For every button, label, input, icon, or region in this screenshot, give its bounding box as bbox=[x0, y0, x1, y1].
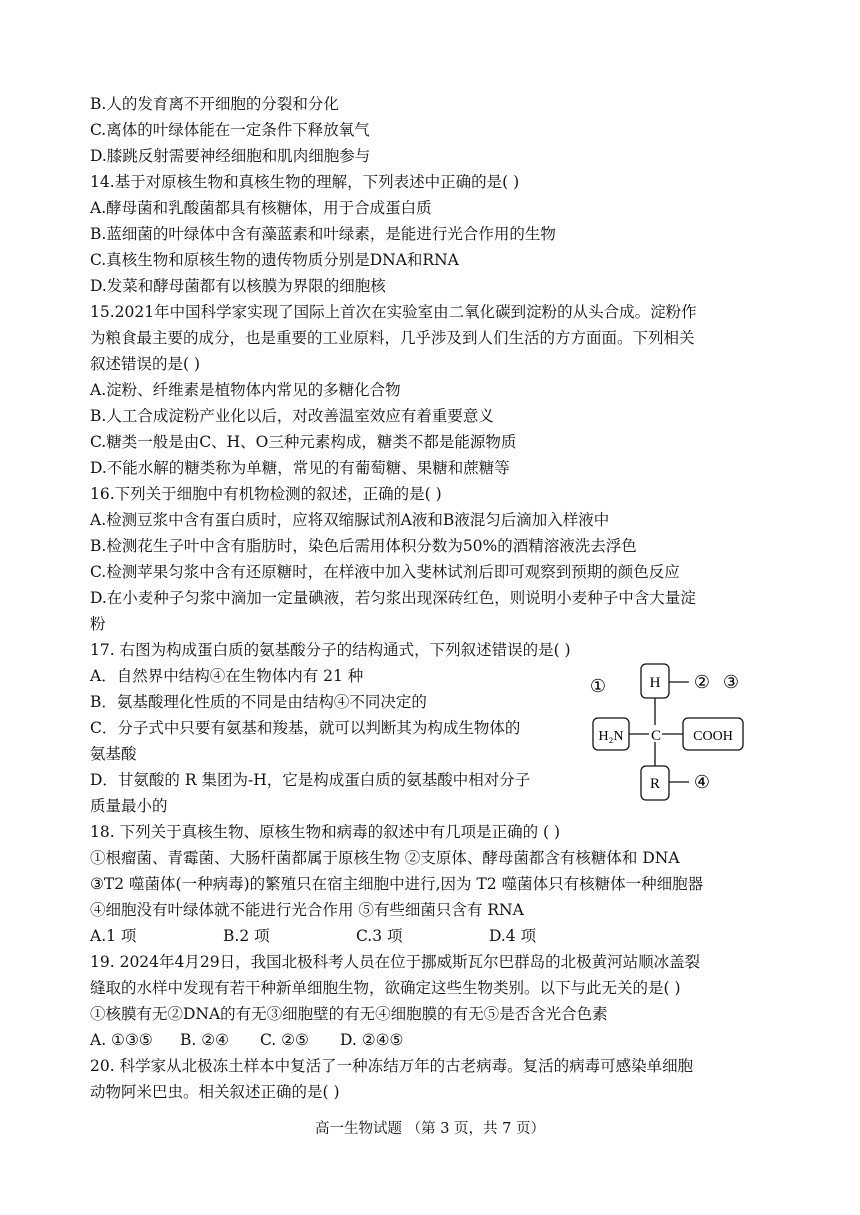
q16-option-a: A.检测豆浆中含有蛋白质时，应将双缩脲试剂A液和B液混匀后滴加入样液中 bbox=[90, 511, 610, 529]
marker-1: ① bbox=[589, 676, 607, 696]
q13-option-b: B.人的发育离不开细胞的分裂和分化 bbox=[90, 95, 339, 113]
q18-option-b: B.2 项 bbox=[223, 927, 270, 945]
q20-stem-line-1: 20. 科学家从北极冻土样本中复活了一种冻结万年的古老病毒。复活的病毒可感染单细胞 bbox=[90, 1057, 694, 1075]
q14-option-d: D.发菜和酵母菌都有以核膜为界限的细胞核 bbox=[90, 277, 386, 295]
q15-option-a: A.淀粉、纤维素是植物体内常见的多糖化合物 bbox=[90, 381, 401, 399]
q19-options bbox=[90, 1030, 440, 1050]
q17-option-d-cont: 质量最小的 bbox=[90, 797, 168, 815]
alpha-carbon-label: C bbox=[650, 728, 662, 744]
marker-2: ② bbox=[693, 672, 711, 692]
q13-option-c: C.离体的叶绿体能在一定条件下释放氧气 bbox=[90, 121, 370, 139]
q17-option-c: C．分子式中只要有氨基和羧基，就可以判断其为构成生物体的 bbox=[90, 719, 521, 737]
amino-acid-structure-diagram bbox=[585, 660, 760, 810]
q15-option-c: C.糖类一般是由C、H、O三种元素构成，糖类不都是能源物质 bbox=[90, 433, 517, 451]
q19-statements: ①核膜有无②DNA的有无③细胞壁的有无④细胞膜的有无⑤是否含光合色素 bbox=[90, 1005, 608, 1023]
q18-stem: 18. 下列关于真核生物、原核生物和病毒的叙述中有几项是正确的 ( ) bbox=[90, 823, 561, 841]
q18-option-c: C.3 项 bbox=[356, 927, 403, 945]
hydrogen-label: H bbox=[649, 675, 661, 691]
page-footer: 高一生物试题 （第 3 页，共 7 页） bbox=[315, 1121, 545, 1137]
q15-stem-line-1: 15.2021年中国科学家实现了国际上首次在实验室由二氧化碳到淀粉的从头合成。淀粉作 bbox=[90, 303, 697, 321]
r-group-label: R bbox=[649, 776, 661, 792]
carboxyl-group-label: COOH bbox=[693, 729, 733, 744]
q17-option-a: A．自然界中结构④在生物体内有 21 种 bbox=[90, 667, 364, 685]
q20-stem-line-2: 动物阿米巴虫。相关叙述正确的是( ) bbox=[90, 1083, 340, 1101]
q17-option-d: D．甘氨酸的 R 集团为-H，它是构成蛋白质的氨基酸中相对分子 bbox=[90, 771, 531, 789]
q18-statement-4-5: ④细胞没有叶绿体就不能进行光合作用 ⑤有些细菌只含有 RNA bbox=[90, 901, 524, 919]
q18-options bbox=[90, 926, 622, 946]
q18-statement-3: ③T2 噬菌体(一种病毒)的繁殖只在宿主细胞中进行,因为 T2 噬菌体只有核糖体一种细胞器 bbox=[90, 875, 704, 893]
q14-option-c: C.真核生物和原核生物的遗传物质分别是DNA和RNA bbox=[90, 251, 459, 269]
q19-stem-line-1: 19. 2024年4月29日，我国北极科考人员在位于挪威斯瓦尔巴群岛的北极黄河站顺冰盖裂 bbox=[90, 953, 701, 971]
q16-stem: 16.下列关于细胞中有机物检测的叙述，正确的是( ) bbox=[90, 485, 442, 503]
q15-option-d: D.不能水解的糖类称为单糖，常见的有葡萄糖、果糖和蔗糖等 bbox=[90, 459, 510, 477]
q15-stem-line-3: 叙述错误的是( ) bbox=[90, 355, 201, 373]
q14-option-a: A.酵母菌和乳酸菌都具有核糖体，用于合成蛋白质 bbox=[90, 199, 432, 217]
q16-option-b: B.检测花生子叶中含有脂肪时，染色后需用体积分数为50%的酒精溶液洗去浮色 bbox=[90, 537, 637, 555]
q19-option-c: C. ②⑤ bbox=[260, 1031, 309, 1049]
marker-4: ④ bbox=[693, 772, 711, 792]
q16-option-d: D.在小麦种子匀浆中滴加一定量碘液，若匀浆出现深砖红色，则说明小麦种子中含大量淀 bbox=[90, 589, 696, 607]
q13-option-d: D.膝跳反射需要神经细胞和肌肉细胞参与 bbox=[90, 147, 371, 165]
q18-option-a: A.1 项 bbox=[90, 927, 137, 945]
q15-option-b: B.人工合成淀粉产业化以后，对改善温室效应有着重要意义 bbox=[90, 407, 494, 425]
q14-stem: 14.基于对原核生物和真核生物的理解，下列表述中正确的是( ) bbox=[90, 173, 520, 191]
q16-option-d-cont: 粉 bbox=[90, 615, 106, 633]
q17-option-b: B．氨基酸理化性质的不同是由结构④不同决定的 bbox=[90, 693, 427, 711]
q17-stem: 17. 右图为构成蛋白质的氨基酸分子的结构通式，下列叙述错误的是( ) bbox=[90, 641, 571, 659]
q14-option-b: B.蓝细菌的叶绿体中含有藻蓝素和叶绿素，是能进行光合作用的生物 bbox=[90, 225, 556, 243]
q19-stem-line-2: 缝取的水样中发现有若干种新单细胞生物，欲确定这些生物类别。以下与此无关的是( ) bbox=[90, 979, 681, 997]
marker-3: ③ bbox=[722, 672, 740, 692]
amino-group-label: H₂N bbox=[598, 729, 624, 744]
q19-option-b: B. ②④ bbox=[180, 1031, 230, 1049]
q15-stem-line-2: 为粮食最主要的成分，也是重要的工业原料，几乎涉及到人们生活的方方面面。下列相关 bbox=[90, 329, 695, 347]
q17-option-c-cont: 氨基酸 bbox=[90, 745, 137, 763]
q18-statement-1-2: ①根瘤菌、青霉菌、大肠杆菌都属于原核生物 ②支原体、酵母菌都含有核糖体和 DNA bbox=[90, 849, 680, 867]
q16-option-c: C.检测苹果匀浆中含有还原糖时，在样液中加入斐林试剂后即可观察到预期的颜色反应 bbox=[90, 563, 680, 581]
q19-option-a: A. ①③⑤ bbox=[90, 1031, 153, 1049]
q18-option-d: D.4 项 bbox=[489, 927, 537, 945]
q19-option-d: D. ②④⑤ bbox=[340, 1031, 404, 1049]
